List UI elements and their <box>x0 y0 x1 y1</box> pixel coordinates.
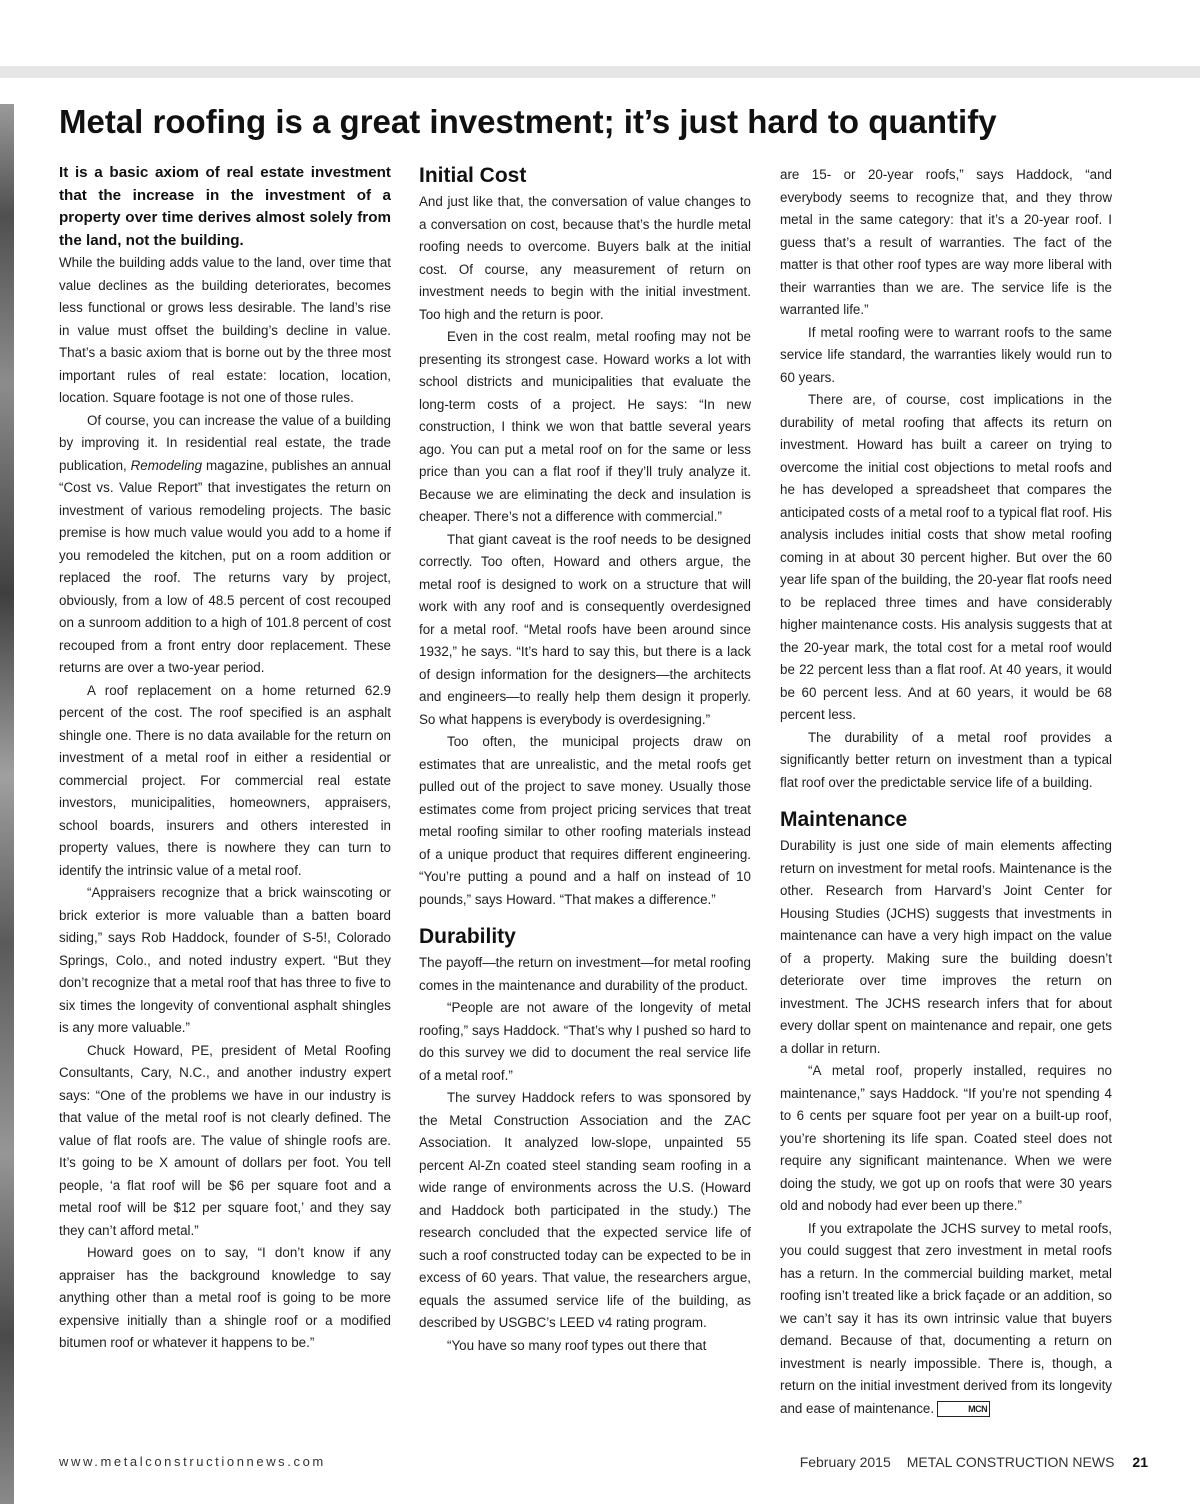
text-run: Of course, you can increase the value of a building by improving it. In residential real estate, the trade publication, <box>59 412 391 473</box>
subhead-durability: Durability <box>419 925 516 948</box>
issue-date: February 2015 <box>799 1454 891 1470</box>
paragraph: “Appraisers recognize that a brick wainscoting or brick exterior is more valuable than a batten board siding,” says Rob Haddock, founder of S-5!, Colorado Springs, Colo., and noted industry expert. “But they don’t recognize that a metal roof that has three to five to six times the longevity of conventional asphalt shingles is any more valuable.” <box>59 885 391 1035</box>
headline: Metal roofing is a great investment; it’s just hard to quantify <box>59 103 997 140</box>
text-run: If you extrapolate the JCHS survey to metal roofs, you could suggest that zero investment in metal roofs has a return. In the commercial building market, metal roofing isn’t treated like a brick façade or an addition, so we can’t say it has its own intrinsic value that buyers demand. Because of that, documenting a return on investment is nearly impossible. There is, though, a return on the initial investment derived from its longevity and ease of maintenance. <box>780 1220 1112 1416</box>
paragraph: “People are not aware of the longevity of metal roofing,” says Haddock. “That’s why I pushed so hard to do this survey we did to document the real service life of a metal roof.” <box>419 1000 751 1083</box>
subhead-maintenance: Maintenance <box>780 808 908 831</box>
side-photo-strip <box>0 104 14 1504</box>
lead-paragraph: It is a basic axiom of real estate investment that the increase in the investment of a property over time derives almost solely from the land, not the building. <box>59 164 391 249</box>
paragraph: Durability is just one side of main elements affecting return on investment for metal roofs. Maintenance is the other. Research from Harvard’s Joint Center for Housing Studies (JCHS) suggests that investments in maintenance can have a very high impact on the value of a property. Making sure the building doesn’t deteriorate over time improves the return on investment. The JCHS research infers that for about every dollar spent on maintenance and repair, one gets a dollar in return. <box>780 838 1112 1056</box>
paragraph: Even in the cost realm, metal roofing may not be presenting its strongest case. Howard works a lot with school districts and municipalities that evaluate the long-term costs of a project. He says: “In new construction, I think we won that battle several years ago. You can put a metal roof on for the same or less price than you can a flat roof if they’ll truly analyze it. Because we are eliminating the deck and insulation is cheaper. There’s not a difference with commercial.” <box>419 329 751 524</box>
column-2 <box>419 162 751 1357</box>
column-3 <box>780 164 1112 1420</box>
paragraph: And just like that, the conversation of value changes to a conversation on cost, because that’s the hurdle metal roofing needs to overcome. Buyers balk at the initial cost. Of course, any measurement of return on investment needs to begin with the initial investment. Too high and the return is poor. <box>419 194 751 322</box>
paragraph: are 15- or 20-year roofs,” says Haddock, “and everybody seems to recognize that, and they throw metal in the same category: that it’s a 20-year roof. I guess that’s a result of warranties. The fact of the matter is that other roof types are way more liberal with their warranties than we are. The service life is the warranted life.” <box>780 167 1112 317</box>
paragraph: Chuck Howard, PE, president of Metal Roofing Consultants, Cary, N.C., and another industry expert says: “One of the problems we have in our industry is that value of the metal roof is not clearly defined. The value of flat roofs are. The value of shingle roofs are. It’s going to be X amount of dollars per foot. You tell people, ‘a flat roof will be $6 per square foot and a metal roof will be $12 per square foot,’ and they say they can’t afford metal.” <box>59 1042 391 1238</box>
paragraph <box>59 410 391 680</box>
paragraph: “A metal roof, properly installed, requires no maintenance,” says Haddock. “If you’re not spending 4 to 6 cents per square foot per year on a built-up roof, you’re shortening its life span. Coated steel does not require any significant maintenance. When we were doing the study, we got up on roofs that were 30 years old and nobody had ever been up there.” <box>780 1063 1112 1213</box>
magazine-title: Remodeling <box>130 457 203 473</box>
paragraph: While the building adds value to the land, over time that value declines as the building deteriorates, becomes less functional or grows less desirable. The land’s rise in value must offset the building’s decline in value. That’s a basic axiom that is borne out by the three most important rules of real estate: location, location, location. Square footage is not one of those rules. <box>59 255 391 405</box>
column-1 <box>59 162 391 1355</box>
paragraph: Howard goes on to say, “I don’t know if any appraiser has the background knowledge to say anything other than a metal roof is going to be more expensive initially than a shingle roof or a modified bitumen roof or whatever it happens to be.” <box>59 1245 391 1350</box>
paragraph: The survey Haddock refers to was sponsored by the Metal Construction Association and the ZAC Association. It analyzed low-slope, unpainted 55 percent Al-Zn coated steel standing seam roofing in a wide range of environments across the U.S. (Howard and Haddock both participated in the study.) The research concluded that the expected service life of such a roof constructed today can be expected to be in excess of 60 years. That value, the researchers argue, equals the assumed service life of the building, as described by USGBC’s LEED v4 rating program. <box>419 1090 751 1330</box>
paragraph: The durability of a metal roof provides a significantly better return on investment than a typical flat roof over the predictable service life of a building. <box>780 729 1112 790</box>
paragraph: “You have so many roof types out there that <box>447 1337 707 1353</box>
paragraph <box>780 1218 1112 1421</box>
footer-info <box>800 1454 1148 1470</box>
top-band <box>0 66 1200 78</box>
end-mark-icon: MCN <box>937 1401 990 1417</box>
paragraph: A roof replacement on a home returned 62.9 percent of the cost. The roof specified is an asphalt shingle one. There is no data available for the return on investment of a metal roof in either a residential or commercial project. For commercial real estate investors, municipalities, homeowners, appraisers, school boards, insurers and others interested in property values, there is nowhere they can turn to identify the intrinsic value of a metal roof. <box>59 682 391 878</box>
paragraph: There are, of course, cost implications in the durability of metal roofing that affects its return on investment. Howard has built a career on trying to overcome the initial cost objections to metal roofs and he has developed a spreadsheet that compares the anticipated costs of a metal roof to a typical flat roof. His analysis includes initial costs that show metal roofing coming in at about 30 percent higher. But over the 60 year life span of the building, the 20-year flat roofs need to be replaced three times and have considerably higher maintenance costs. His analysis suggests that at the 20-year mark, the total cost for a metal roof would be 22 percent less than a flat roof. At 40 years, it would be 60 percent less. And at 60 years, it would be 68 percent less. <box>780 392 1112 722</box>
paragraph: That giant caveat is the roof needs to be designed correctly. Too often, Howard and others argue, the metal roof is designed to work on a structure that will work with any roof and is consequently overdesigned for a metal roof. “Metal roofs have been around since 1932,” he says. “It’s hard to say this, but there is a lack of design information for the designers—the architects and engineers—to really help them design it properly. So what happens is everybody is overdesigning.” <box>419 531 751 727</box>
paragraph: If metal roofing were to warrant roofs to the same service life standard, the warranties likely would run to 60 years. <box>780 324 1112 385</box>
footer-url: www.metalconstructionnews.com <box>59 1454 326 1469</box>
paragraph: Too often, the municipal projects draw on estimates that are unrealistic, and the metal roofs get pulled out of the project to save money. Usually those estimates come from project pricing services that treat metal roofing similar to other roofing materials instead of a unique product that requires different engineering. “You’re putting a pound and a half on instead of 10 pounds,” says Howard. “That makes a difference.” <box>419 734 751 907</box>
page-number: 21 <box>1132 1454 1148 1470</box>
subhead-initial-cost: Initial Cost <box>419 164 527 187</box>
text-run: magazine, publishes an annual “Cost vs. Value Report” that investigates the return on investment of various remodeling projects. The basic premise is how much value would you add to a home if you remodeled the kitchen, put on a room addition or replaced the roof. The returns vary by project, obviously, from a low of 48.5 percent of cost recouped on a sunroom addition to a high of 101.8 percent of cost recouped from a front entry door replacement. These returns are over a two-year period. <box>59 457 391 675</box>
publication-name: METAL CONSTRUCTION NEWS <box>906 1454 1115 1470</box>
paragraph: The payoff—the return on investment—for metal roofing comes in the maintenance and durability of the product. <box>419 955 751 993</box>
